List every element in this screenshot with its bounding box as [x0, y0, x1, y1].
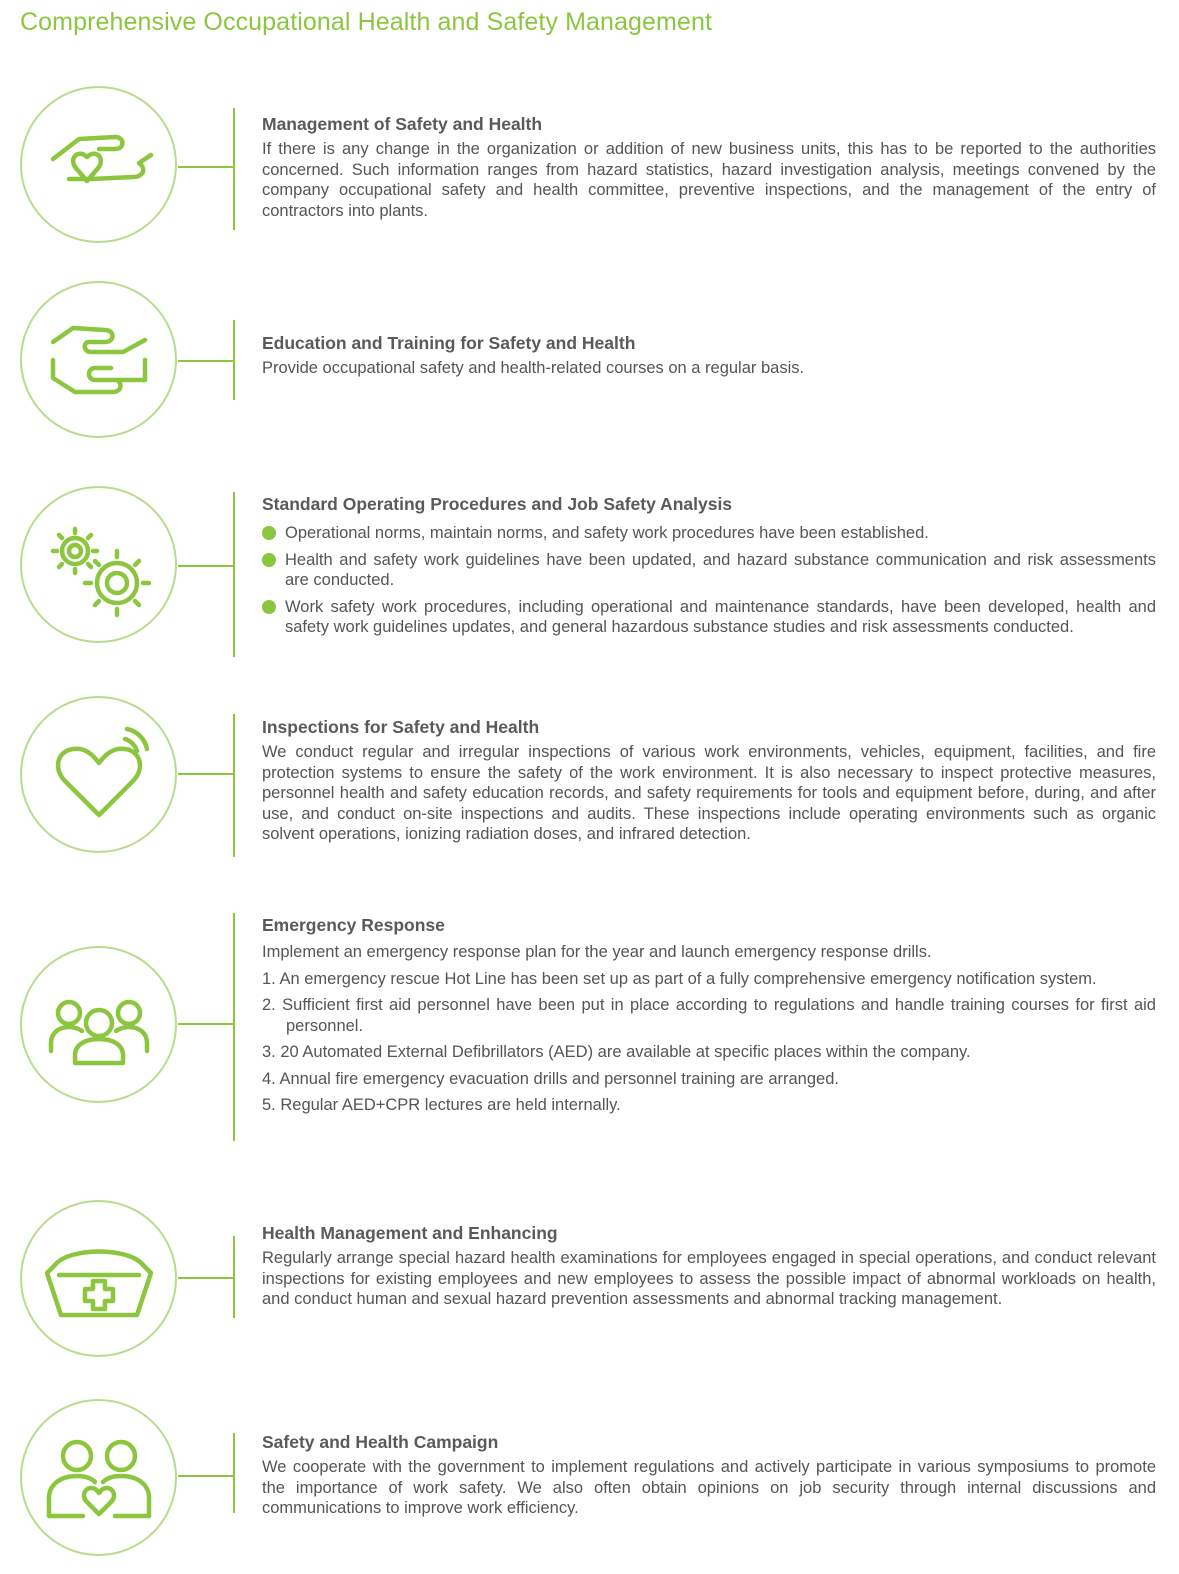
section-heading: Management of Safety and Health [262, 114, 543, 134]
two-people-heart-icon [39, 1418, 159, 1538]
connector-line [178, 360, 234, 362]
connector-line [178, 773, 234, 775]
bullet-dot-icon [262, 600, 276, 614]
connector-line [178, 1277, 234, 1279]
icon-circle [20, 696, 177, 853]
section-heading: Health Management and Enhancing [262, 1223, 558, 1243]
list-item: 4. Annual fire emergency evacuation drills and personnel training are arranged. [262, 1069, 839, 1088]
divider-line [233, 1236, 235, 1318]
hand-heart-icon [39, 105, 159, 225]
connector-line [178, 565, 234, 567]
page-title: Comprehensive Occupational Health and Safety Management [20, 8, 713, 36]
section-body: We cooperate with the government to implement regulations and actively participate in various symposiums to promote the importance of work safety. We also often obtain opinions on job security through internal discussions and communications to improve work efficiency. [262, 1458, 1156, 1517]
divider-line [233, 320, 235, 400]
numbered-list [262, 969, 1156, 1116]
bullet-dot-icon [262, 526, 276, 540]
section-body: Regularly arrange special hazard health examinations for employees engaged in special operations, and conduct relevant inspections for existing employees and new employees to assess the possible impact of abnormal workloads on health, and conduct human and sexual hazard prevention assessments and abnormal tracking management. [262, 1249, 1156, 1308]
icon-circle [20, 281, 177, 438]
section-body: If there is any change in the organization or addition of new business units, this has to be reported to the authorities concerned. Such information ranges from hazard statistics, hazard investigation analysis, meetings convened by the company occupational safety and health committee, preventive inspections, and the management of the entry of contractors into plants. [262, 140, 1156, 220]
people-group-icon [39, 965, 159, 1085]
icon-circle [20, 86, 177, 243]
divider-line [233, 492, 235, 657]
section-heading: Inspections for Safety and Health [262, 717, 540, 737]
section-body: We conduct regular and irregular inspections of various work environments, vehicles, equipment, facilities, and fire protection systems to ensure the safety of the work environment. It is also necessary to inspect protective measures, personnel health and safety education records, and safety requirements for tools and equipment before, during, and after use, and conduct on-site inspections and audits. These inspections include operating environments such as organic solvent operations, ionizing radiation doses, and infrared detection. [262, 743, 1156, 843]
list-item: 5. Regular AED+CPR lectures are held internally. [262, 1096, 621, 1114]
icon-circle [20, 486, 177, 643]
icon-circle [20, 1399, 177, 1556]
bullet-dot-icon [262, 553, 276, 567]
icon-circle [20, 1200, 177, 1357]
helping-hands-icon [39, 300, 159, 420]
list-item: 2. Sufficient first aid personnel have been put in place according to regulations and handle training courses for first aid personnel. [262, 996, 1156, 1035]
list-item: Operational norms, maintain norms, and safety work procedures have been established. [262, 523, 1156, 544]
divider-line [233, 913, 235, 1141]
bullet-list [262, 523, 1156, 638]
divider-line [233, 1433, 235, 1513]
section-heading: Education and Training for Safety and Health [262, 333, 636, 353]
section-heading: Standard Operating Procedures and Job Safety Analysis [262, 494, 733, 514]
icon-circle [20, 946, 177, 1103]
section-body: Provide occupational safety and health-related courses on a regular basis. [262, 359, 805, 377]
section-heading: Emergency Response [262, 915, 445, 935]
gears-icon [39, 505, 159, 625]
divider-line [233, 714, 235, 857]
list-item: 3. 20 Automated External Defibrillators (AED) are available at specific places within the company. [262, 1043, 971, 1061]
section-heading: Safety and Health Campaign [262, 1432, 499, 1452]
connector-line [178, 1023, 234, 1025]
nurse-cap-icon [39, 1219, 159, 1339]
divider-line [233, 108, 235, 230]
section-intro: Implement an emergency response plan for the year and launch emergency response drills. [262, 943, 932, 961]
connector-line [178, 1475, 234, 1477]
connector-line [178, 166, 234, 168]
heart-signal-icon [39, 715, 159, 835]
list-item: 1. An emergency rescue Hot Line has been set up as part of a fully comprehensive emergency notification system. [262, 969, 1097, 988]
list-item: Health and safety work guidelines have been updated, and hazard substance communication and risk assessments are conducted. [262, 550, 1156, 591]
list-item: Work safety work procedures, including operational and maintenance standards, have been developed, health and safety work guidelines updates, and general hazardous substance studies and risk assessments conducted. [262, 597, 1156, 638]
